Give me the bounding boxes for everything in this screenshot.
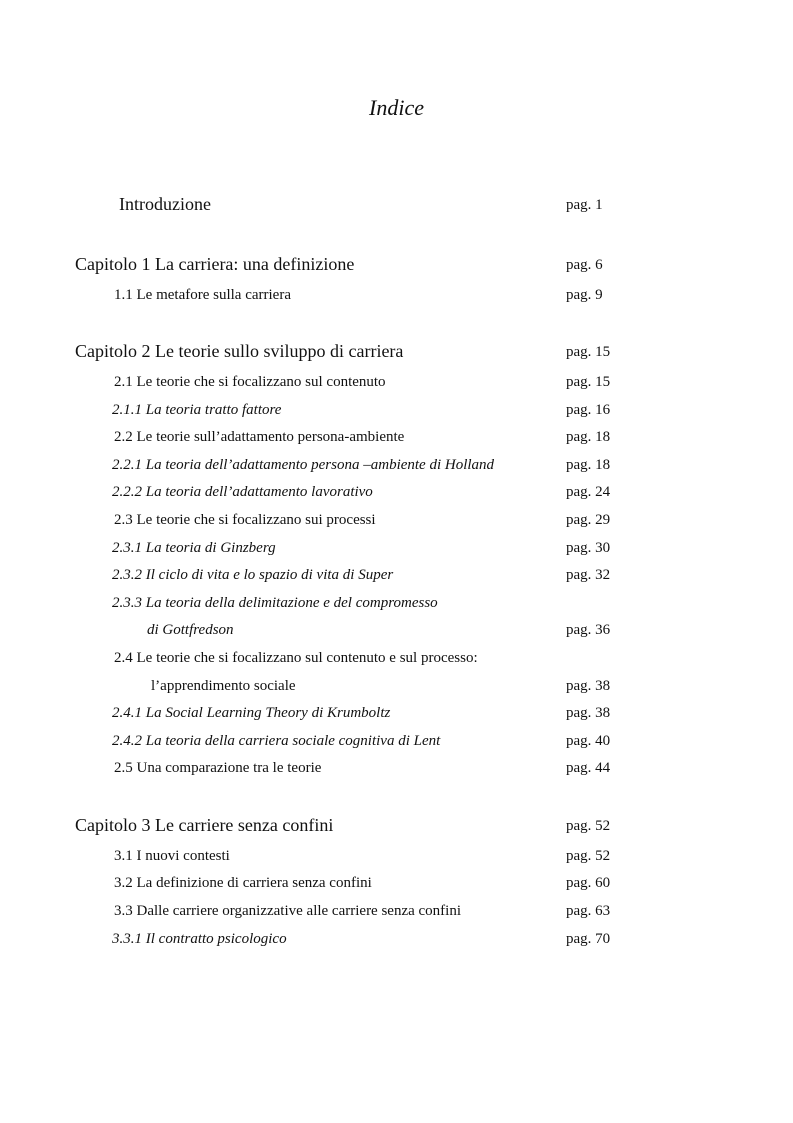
toc-entry-page: pag. 38 (566, 678, 611, 694)
toc-entry-page: pag. 52 (566, 848, 611, 864)
toc-entry-label: 3.3.1 Il contratto psicologico (112, 931, 287, 947)
toc-entry-page: pag. 15 (566, 344, 611, 360)
toc-entry-page: pag. 29 (566, 512, 611, 528)
toc-entry-2-2-2 (0, 480, 793, 504)
toc-entry-label: 2.4.1 La Social Learning Theory di Krumboltz (112, 705, 391, 721)
toc-entry-2-4-cont (0, 674, 793, 698)
toc-entry-introduzione (0, 192, 793, 216)
toc-entry-label: 2.5 Una comparazione tra le teorie (114, 760, 322, 776)
toc-entry-page: pag. 9 (566, 287, 603, 303)
toc-entry-label: 3.2 La definizione di carriera senza confini (114, 875, 372, 891)
toc-entry-page: pag. 16 (566, 402, 611, 418)
toc-entry-2-4-2 (0, 729, 793, 753)
toc-entry-3-3 (0, 899, 793, 923)
toc-entry-label: Capitolo 3 Le carriere senza confini (75, 815, 334, 835)
toc-entry-page: pag. 52 (566, 818, 611, 834)
toc-entry-2-5 (0, 756, 793, 780)
toc-entry-label: 2.1 Le teorie che si focalizzano sul contenuto (114, 374, 386, 390)
toc-entry-label: Capitolo 1 La carriera: una definizione (75, 254, 355, 274)
toc-entry-2-2 (0, 425, 793, 449)
toc-entry-label: 3.3 Dalle carriere organizzative alle carriere senza confini (114, 903, 462, 919)
toc-entry-label: Capitolo 2 Le teorie sullo sviluppo di carriera (75, 341, 404, 361)
toc-entry-2-3-2 (0, 563, 793, 587)
toc-entry-label: 2.2 Le teorie sull’adattamento persona-ambiente (114, 429, 405, 445)
toc-entry-label: 2.3.1 La teoria di Ginzberg (112, 540, 276, 556)
toc-entry-page: pag. 44 (566, 760, 611, 776)
toc-entry-2-3-3 (0, 591, 793, 615)
toc-entry-label: 1.1 Le metafore sulla carriera (114, 287, 291, 303)
toc-entry-page: pag. 40 (566, 733, 611, 749)
toc-entry-label: 2.1.1 La teoria tratto fattore (112, 402, 282, 418)
toc-entry-chapter-1 (0, 252, 793, 276)
toc-entry-label: 2.2.2 La teoria dell’adattamento lavorativo (112, 484, 373, 500)
toc-entry-page: pag. 70 (566, 931, 611, 947)
toc-entry-2-2-1 (0, 453, 793, 477)
toc-entry-2-3-3-cont (0, 618, 793, 642)
toc-entry-page: pag. 63 (566, 903, 611, 919)
toc-entry-page: pag. 24 (566, 484, 611, 500)
toc-entry-3-1 (0, 844, 793, 868)
toc-entry-page: pag. 18 (566, 429, 611, 445)
toc-entry-page: pag. 38 (566, 705, 611, 721)
toc-entry-label: Introduzione (119, 194, 211, 214)
toc-entry-2-4 (0, 646, 793, 670)
toc-entry-label: 3.1 I nuovi contesti (114, 848, 230, 864)
toc-entry-page: pag. 15 (566, 374, 611, 390)
toc-entry-label: 2.2.1 La teoria dell’adattamento persona –ambiente di Holland (112, 457, 495, 473)
toc-entry-label: 2.3.2 Il ciclo di vita e lo spazio di vita di Super (112, 567, 394, 583)
toc-entry-1-1 (0, 283, 793, 307)
page-title: Indice (369, 95, 424, 120)
toc-entry-page: pag. 36 (566, 622, 611, 638)
toc-entry-label: 2.4 Le teorie che si focalizzano sul contenuto e sul processo: (114, 650, 478, 666)
toc-entry-3-2 (0, 871, 793, 895)
toc-entry-page: pag. 60 (566, 875, 611, 891)
toc-entry-page: pag. 6 (566, 257, 603, 273)
toc-entry-label: di Gottfredson (147, 622, 234, 638)
toc-entry-page: pag. 1 (566, 197, 603, 213)
toc-entry-2-3-1 (0, 536, 793, 560)
toc-entry-3-3-1 (0, 927, 793, 951)
toc-entry-label: 2.4.2 La teoria della carriera sociale cognitiva di Lent (112, 733, 441, 749)
toc-entry-label: l’apprendimento sociale (151, 678, 296, 694)
toc-entry-chapter-3 (0, 813, 793, 837)
toc-entry-2-1-1 (0, 398, 793, 422)
toc-entry-2-1 (0, 370, 793, 394)
toc-entry-page: pag. 30 (566, 540, 611, 556)
toc-entry-page: pag. 32 (566, 567, 611, 583)
toc-entry-2-4-1 (0, 701, 793, 725)
toc-entry-chapter-2 (0, 339, 793, 363)
toc-entry-page: pag. 18 (566, 457, 611, 473)
toc-entry-label: 2.3.3 La teoria della delimitazione e del compromesso (112, 595, 438, 611)
toc-entry-label: 2.3 Le teorie che si focalizzano sui processi (114, 512, 376, 528)
toc-entry-2-3 (0, 508, 793, 532)
